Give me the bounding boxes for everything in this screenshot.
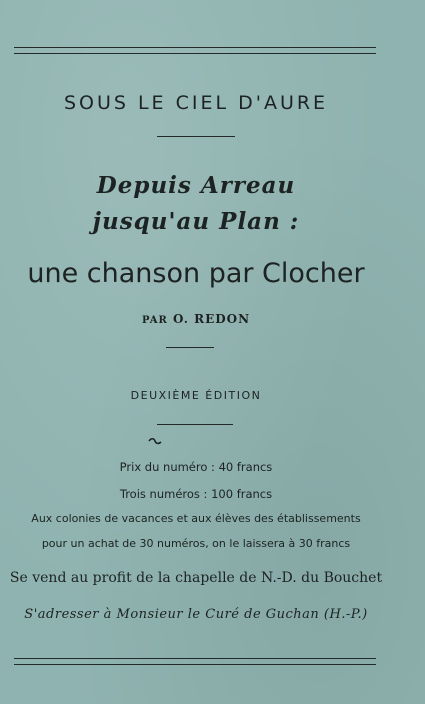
price-line: Trois numéros : 100 francs: [119, 487, 273, 501]
divider-rule: [166, 347, 214, 348]
edition-label: DEUXIÈME ÉDITION: [130, 389, 262, 402]
divider-rule: [157, 136, 235, 137]
contact-line: S'adresser à Monsieur le Curé de Guchan (H.-P.): [24, 607, 368, 622]
price-line: Prix du numéro : 40 francs: [119, 460, 273, 474]
bottom-double-rule: [14, 658, 376, 665]
author-prefix: PAR: [141, 315, 168, 326]
ink-mark-icon: [148, 437, 162, 446]
series-title: SOUS LE CIEL D'AURE: [63, 92, 329, 114]
title-line-1: Depuis Arreau: [96, 172, 296, 199]
top-double-rule: [14, 47, 376, 54]
main-title: une chanson par Clocher: [27, 258, 365, 289]
sale-notice: Se vend au profit de la chapelle de N.-D. du Bouchet: [9, 570, 383, 586]
divider-rule: [157, 424, 233, 425]
title-line-2: jusqu'au Plan :: [92, 208, 300, 235]
price-line: Aux colonies de vacances et aux élèves des établissements: [31, 512, 361, 525]
author-line: [0, 312, 392, 326]
author-name: O. REDON: [173, 312, 251, 326]
price-line: pour un achat de 30 numéros, on le laissera à 30 francs: [41, 537, 351, 550]
